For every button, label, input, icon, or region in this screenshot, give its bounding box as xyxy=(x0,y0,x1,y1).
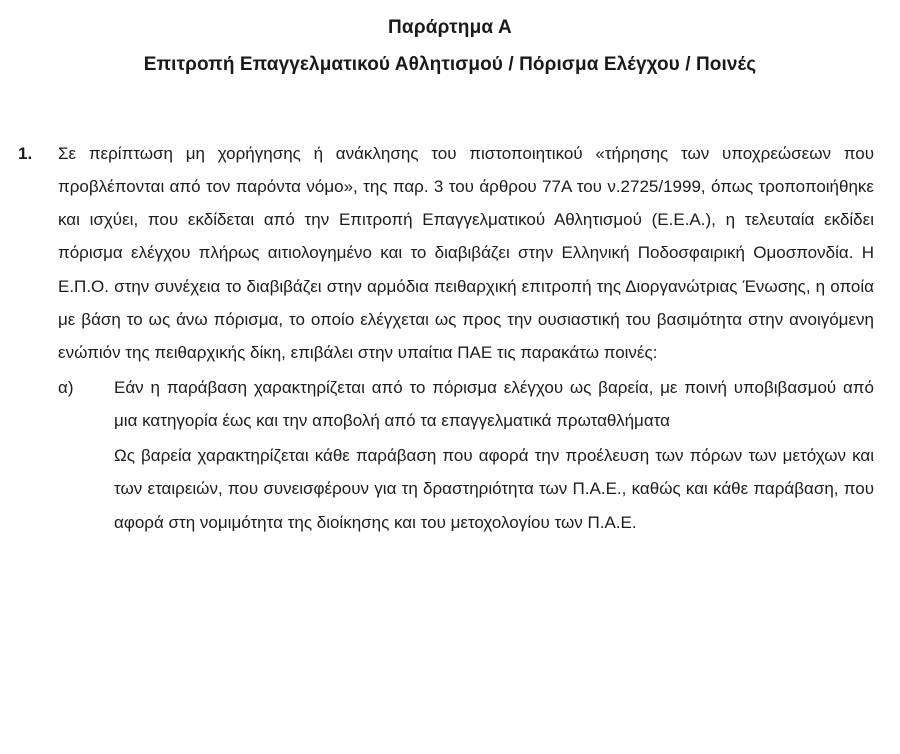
paragraph-text: Σε περίπτωση μη χορήγησης ή ανάκλησης του πιστοποιητικού «τήρησης των υποχρεώσεων που προβλέπονται από τον παρόντα νόμο», της παρ. 3 του άρθρου 77Α του ν.2725/1999, όπως τροποποιήθηκε και ισχύει, που εκδίδεται από την Επιτροπή Επαγγελματικού Αθλητισμού (Ε.Ε.Α.), η τελευταία εκδίδει πόρισμα ελέγχου πλήρως αιτιολογημένο και το διαβιβάζει στην Ελληνική Ποδοσφαιρική Ομοσπονδία. Η Ε.Π.Ο. στην συνέχεια το διαβιβάζει στην αρμόδια πειθαρχική επιτροπή της Διοργανώτριας Ένωσης, η οποία με βάση το ως άνω πόρισμα, το οποίο ελέγχεται ως προς την ουσιαστική του βασιμότητα στην ανοιγόμενη ενώπιόν της πειθαρχικής δίκη, επιβάλει στην υπαίτια ΠΑΕ τις παρακάτω ποινές: xyxy=(58,144,874,362)
sub-list-item-body xyxy=(114,371,874,539)
paragraph-text: Εάν η παράβαση χαρακτηρίζεται από το πόρισμα ελέγχου ως βαρεία, με ποινή υποβιβασμού από μια κατηγορία έως και την αποβολή από τα επαγγελματικά πρωταθλήματα xyxy=(114,377,874,431)
sub-list-item-marker: α) xyxy=(58,377,74,397)
document-header xyxy=(0,0,900,79)
sub-list-item xyxy=(58,371,874,539)
page-title: Παράρτημα Α xyxy=(388,17,512,38)
list-item xyxy=(14,137,874,539)
document-body xyxy=(0,137,900,539)
paragraph-text: Ως βαρεία χαρακτηρίζεται κάθε παράβαση που αφορά την προέλευση των πόρων των μετόχων και των εταιρειών, που συνεισφέρουν για τη δραστηριότητα των Π.Α.Ε., καθώς και κάθε παράβαση, που αφορά στη νομιμότητα της διοίκησης και του μετοχολογίου των Π.Α.Ε. xyxy=(114,446,874,532)
list-item-marker: 1. xyxy=(18,144,33,163)
list-item-body xyxy=(58,137,874,539)
page-subtitle: Επιτροπή Επαγγελματικού Αθλητισμού / Πόρισμα Ελέγχου / Ποινές xyxy=(143,53,757,75)
